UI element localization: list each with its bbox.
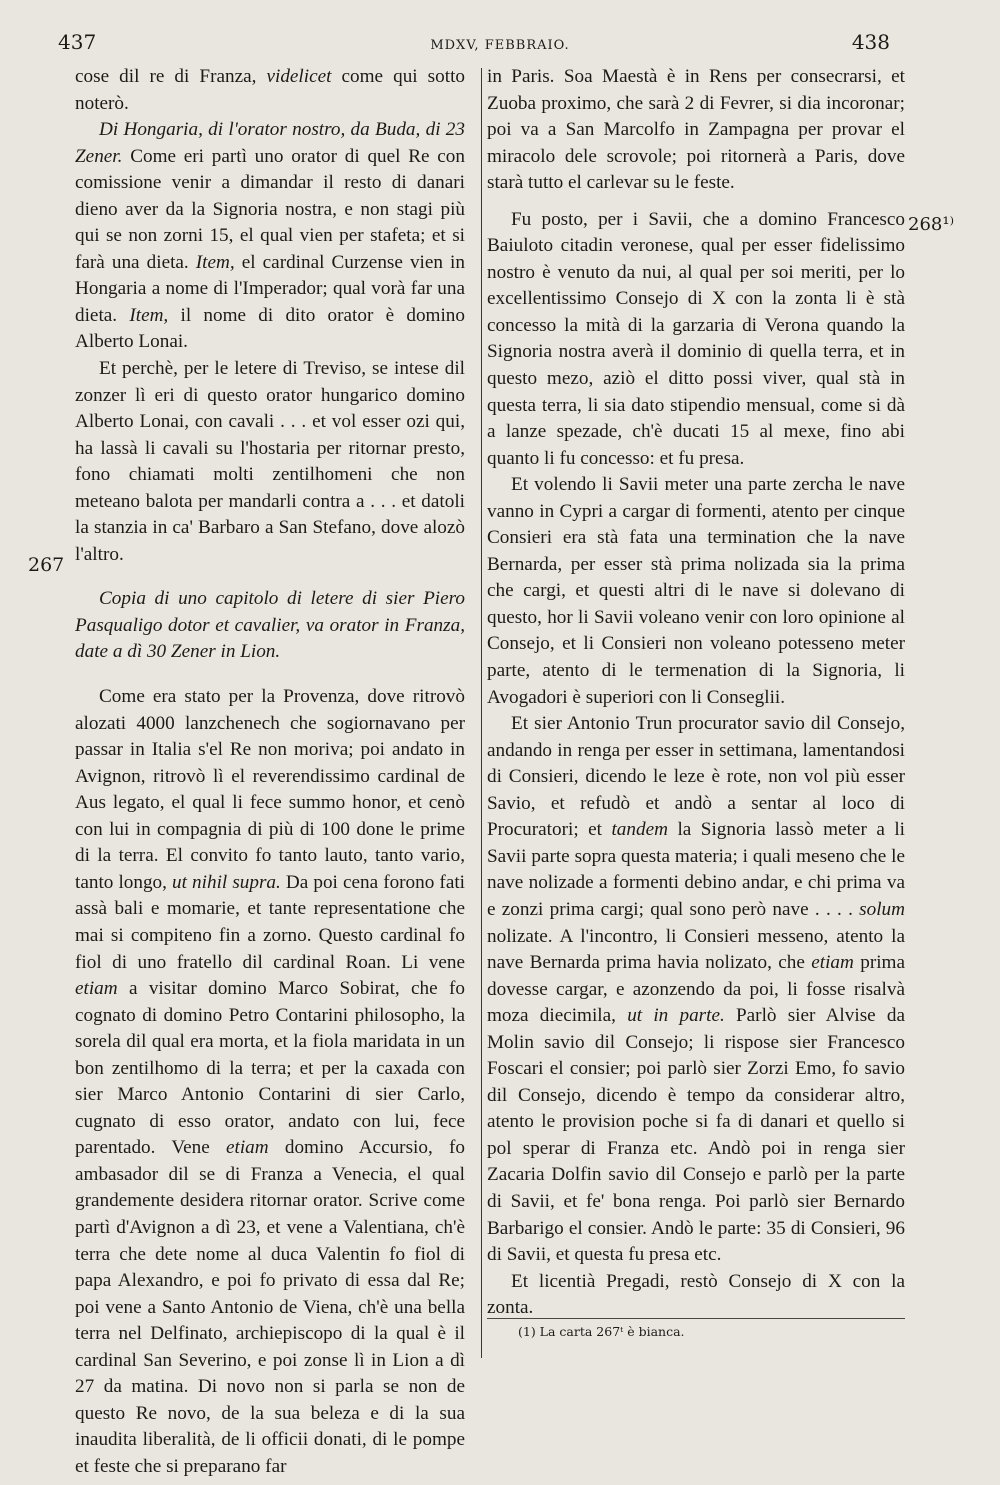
- left-column: [75, 64, 465, 1480]
- paragraph: in Paris. Soa Maestà è in Rens per consecrarsi, et Zuoba proximo, che sarà 2 di Fevrer, si dia incoronar; poi va a San Marcolfo in Zampagna per provar el miracolo dele scrovole; poi ritornerà a Paris, dove starà tutto el carlevar su le feste.: [487, 66, 905, 194]
- right-page-number: 438: [851, 30, 890, 54]
- left-page-number: 437: [58, 30, 97, 54]
- footnote-rule: [487, 1318, 905, 1319]
- running-title: MDXV, FEBBRAIO.: [430, 38, 570, 53]
- margin-number-267: 267: [28, 554, 65, 576]
- paragraph: cose dil re di Franza, videlicet come qui sotto noterò.: [75, 66, 466, 114]
- paragraph: Et volendo li Savii meter una parte zercha le nave vanno in Cypri a cargar di formenti, atento per cinque Consieri era stà fata una termination che la nave Bernarda, per esser stà prima nolizada sia la prima che cargi, et questi altri di le nave si dolevano di questo, hor li Savii voleano venir con loro opinione al Consejo, et li Consieri non voleano potesseno meter parte, atento di le termenation di la Signoria, li Avogadori è superiori con li Conseglii.: [487, 474, 905, 708]
- paragraph: Di Hongaria, di l'orator nostro, da Buda, di 23 Zener. Come eri partì uno orator di quel Re con comissione venir a dimandar il resto di danari dieno aver da la Signoria nostra, e non stagi più qui se non zorni 15, el qual vien per stafeta; et si farà una dieta. Item, el cardinal Curzense vien in Hongaria a nome di l'Imperador; qual vorà far una dieta. Item, il nome di dito orator è domino Alberto Lonai.: [75, 119, 465, 353]
- margin-number-268: 268¹⁾: [908, 214, 954, 235]
- footnote: (1) La carta 267ᵗ è bianca.: [518, 1324, 685, 1339]
- right-column: [487, 64, 905, 1322]
- paragraph: Et licentià Pregadi, restò Consejo di X con la zonta.: [487, 1270, 905, 1319]
- column-divider: [481, 68, 482, 1358]
- section-heading: Copia di uno capitolo di letere di sier Piero Pasqualigo dotor et cavalier, va orator in Franza, date a dì 30 Zener in Lion.: [75, 588, 465, 663]
- paragraph: Et perchè, per le letere di Treviso, se intese dil zonzer lì eri di questo orator hungarico domino Alberto Lonai, con cavali . . . et vol esser ozi qui, ha lassà li cavali su l'hostaria per ritornar presto, fono chiamati molti zentilhomeni che non meteano balota per mandarli contra a . . . et datoli la stanzia in ca' Barbaro a San Stefano, dove alozò l'altro.: [75, 358, 465, 565]
- paragraph: Come era stato per la Provenza, dove ritrovò alozati 4000 lanzchenech che sogiornavano per passar in Italia s'el Re non moriva; poi andato in Avignon, ritrovò lì el reverendissimo cardinal de Aus legato, el qual li fece summo honor, et cenò con lui in compagnia di più di 100 done le prime di la terra. El convito fo tanto lauto, tanto vario, tanto longo, ut nihil supra. Da poi cena forono fati assà bali e momarie, et tante representatione che mai si compiteno fin a zorno. Questo cardinal fo fiol di uno fratello dil cardinal Roan. Li vene etiam a visitar domino Marco Sobirat, che fo cognato di domino Petro Contarini philosopho, la sorela dil qual era morta, et la fiola maridata in un bon zentilhomo di la terra; et per la caxada con sier Marco Antonio Contarini di sier Carlo, cugnato di esso orator, andato con lui, fece parentado. Vene etiam domino Accursio, fo ambasador dil se di Franza a Venecia, el qual grandemente desidera ritornar orator. Scrive come partì d'Avignon a dì 23, et vene a Valentiana, ch'è terra che dete nome al duca Valentin fo fiol di papa Alexandro, e poi fo privato di essa dal Re; poi vene a Santo Antonio de Viena, ch'è una bella terra nel Delfinato, archiepiscopo di la qual è il cardinal San Severino, e poi zonse lì in Lion a dì 27 da matina. Di novo non si parla se non de questo Re novo, de la sua beleza e di la sua inaudita liberalità, de li officii donati, di le pompe et feste che si preparano far: [75, 686, 465, 1477]
- paragraph: Et sier Antonio Trun procurator savio dil Consejo, andando in renga per esser in settimana, lamentandosi di Consieri, dicendo le leze è rote, non vol più esser Savio, et refudò et andò a sentar al loco di Procuratori; et tandem la Signoria lassò meter a li Savii parte sopra questa materia; i quali meseno che le nave nolizade a formenti debino andar, e chi prima va e zonzi prima cargi; qual sono però nave . . . . solum nolizate. A l'incontro, li Consieri messeno, atento la nave Bernarda prima havia nolizato, che etiam prima dovesse cargar, e azonzendo da poi, li fosse risalvà moza diecimila, ut in parte. Parlò sier Alvise da Molin savio dil Consejo; li rispose sier Francesco Foscari el consier; poi parlò sier Zorzi Emo, fo savio dil Consejo, dicendo è tempo da considerar altro, atento le provision poche si fa di danari et quello si pol sperar di Franza etc. Andò poi in renga sier Zacaria Dolfin savio dil Consejo e parlò per la parte di Savii, et fe' bona renga. Poi parlò sier Bernardo Barbarigo el consier. Andò le parte: 35 di Consieri, 96 di Savii, et questa fu presa etc.: [487, 713, 906, 1266]
- paragraph: Fu posto, per i Savii, che a domino Francesco Baiuloto citadin veronese, qual per esser fidelissimo nostro è venuto da nui, al qual per soi meriti, per lo excellentissimo Consejo di X con la zonta li è stà concesso la mità di la garzaria di Verona quando la Signoria nostra averà il dominio di quella terra, et in questo mezo, aziò el ditto possi viver, qual stà in questa terra, li sia dato stipendio mensual, come si dà a lanze spezade, ch'è ducati 15 al mexe, fino abi quanto li fu concesso: et fu presa.: [487, 208, 905, 469]
